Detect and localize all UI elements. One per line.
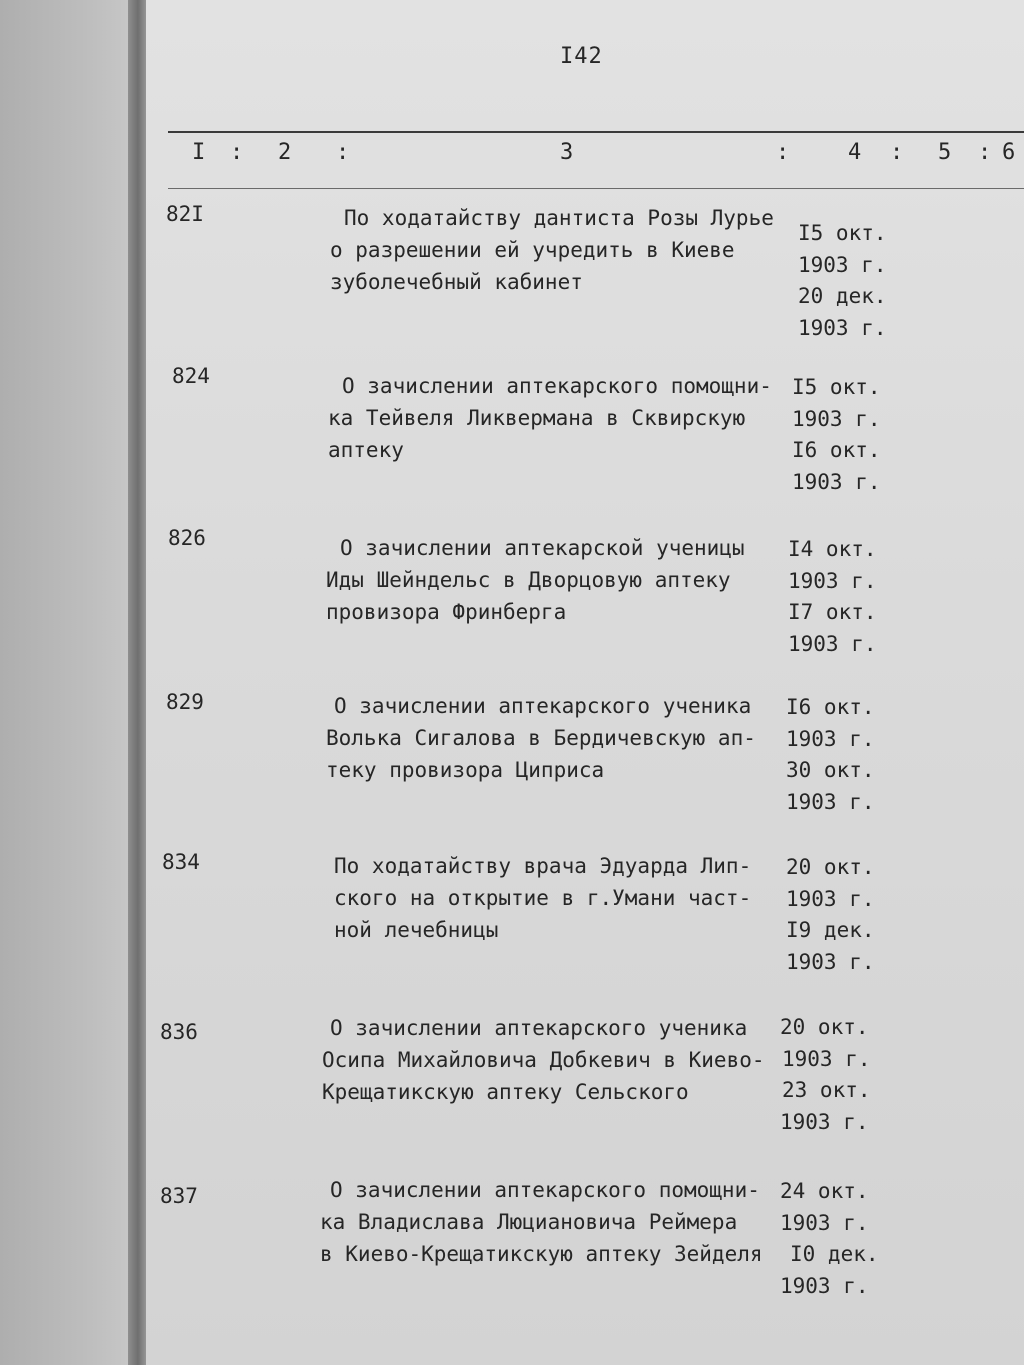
entry-line: О зачислении аптекарского помощни- <box>342 374 772 398</box>
date-start: 24 окт. <box>780 1179 869 1203</box>
column-header-1: I <box>192 140 206 165</box>
entry-number: 837 <box>160 1184 198 1208</box>
date-end: 30 окт. <box>786 758 875 782</box>
date-start-year: 1903 г. <box>788 568 877 593</box>
date-start: I4 окт. <box>788 537 877 561</box>
entry-number: 82I <box>166 202 204 226</box>
date-start-year: 1903 г. <box>786 886 875 911</box>
date-end: I0 дек. <box>790 1242 879 1266</box>
entry-dates <box>780 1176 879 1302</box>
column-header-row <box>0 140 1024 180</box>
date-end-year: 1903 г. <box>786 949 875 974</box>
column-header-3: 3 <box>560 140 574 165</box>
entry-line: ского на открытие в г.Умани част- <box>334 886 752 910</box>
entry-description <box>326 690 786 786</box>
date-end-year: 1903 г. <box>788 631 877 656</box>
entry-line: в Киево-Крещатикскую аптеку Зейделя <box>320 1242 763 1266</box>
entry-line: о разрешении ей учредить в Киеве <box>330 238 735 262</box>
date-start: I6 окт. <box>786 695 875 719</box>
entry-line: аптеку <box>328 438 404 462</box>
entry-line: Иды Шейндельс в Дворцовую аптеку <box>326 568 731 592</box>
entry-line: Волька Сигалова в Бердичевскую ап- <box>326 726 756 750</box>
entry-line: ка Тейвеля Ликвермана в Сквирскую <box>328 406 746 430</box>
entry-line: теку провизора Циприса <box>326 758 605 782</box>
entry-description <box>322 1012 782 1108</box>
date-end-year: 1903 г. <box>786 789 875 814</box>
entry-number: 836 <box>160 1020 198 1044</box>
entry-line: О зачислении аптекарского ученика <box>334 694 752 718</box>
entry-line: По ходатайству дантиста Розы Лурье <box>344 206 774 230</box>
entry-dates <box>792 372 881 498</box>
date-end-year: 1903 г. <box>780 1109 869 1134</box>
entry-description <box>328 370 788 466</box>
entry-line: О зачислении аптекарской ученицы <box>340 536 745 560</box>
header-rule-bottom <box>168 188 1024 189</box>
date-start-year: 1903 г. <box>782 1046 871 1071</box>
entry-line: О зачислении аптекарского ученика <box>330 1016 748 1040</box>
header-rule-top <box>168 131 1024 133</box>
entry-line: зуболечебный кабинет <box>330 270 583 294</box>
entry-dates <box>788 534 877 660</box>
entry-number: 826 <box>168 526 206 550</box>
entry-description <box>326 532 786 628</box>
date-end-year: 1903 г. <box>798 315 887 340</box>
date-end: I9 дек. <box>786 918 875 942</box>
left-page-edge <box>0 0 142 1365</box>
entry-number: 834 <box>162 850 200 874</box>
date-end: I6 окт. <box>792 438 881 462</box>
date-start-year: 1903 г. <box>786 726 875 751</box>
date-start: I5 окт. <box>792 375 881 399</box>
entry-line: ка Владислава Люциановича Реймера <box>320 1210 738 1234</box>
date-start-year: 1903 г. <box>780 1210 869 1235</box>
column-separator: : <box>776 140 790 165</box>
entry-description <box>334 850 794 946</box>
entry-line: Крещатикскую аптеку Сельского <box>322 1080 689 1104</box>
column-separator: : <box>978 140 992 165</box>
column-separator: : <box>336 140 350 165</box>
date-end: 20 дек. <box>798 284 887 308</box>
date-start: I5 окт. <box>798 221 887 245</box>
entry-description <box>320 1174 780 1270</box>
column-header-5: 5 <box>938 140 952 165</box>
entry-line: провизора Фринберга <box>326 600 567 624</box>
date-end-year: 1903 г. <box>792 469 881 494</box>
entry-description <box>330 202 790 298</box>
column-header-2: 2 <box>278 140 292 165</box>
entry-line: О зачислении аптекарского помощни- <box>330 1178 760 1202</box>
date-start: 20 окт. <box>786 855 875 879</box>
entry-dates <box>786 692 875 818</box>
entry-number: 829 <box>166 690 204 714</box>
date-start: 20 окт. <box>780 1015 869 1039</box>
column-header-6: 6 <box>1002 140 1016 165</box>
date-end-year: 1903 г. <box>780 1273 869 1298</box>
column-header-4: 4 <box>848 140 862 165</box>
date-end: 23 окт. <box>782 1078 871 1102</box>
date-start-year: 1903 г. <box>798 252 887 277</box>
date-end: I7 окт. <box>788 600 877 624</box>
entry-line: Осипа Михайловича Добкевич в Киево- <box>322 1048 765 1072</box>
entry-dates <box>786 852 875 978</box>
date-start-year: 1903 г. <box>792 406 881 431</box>
entry-line: По ходатайству врача Эдуарда Лип- <box>334 854 752 878</box>
entry-dates <box>780 1012 871 1138</box>
entry-line: ной лечебницы <box>334 918 499 942</box>
column-separator: : <box>890 140 904 165</box>
entry-dates <box>798 218 887 344</box>
entry-number: 824 <box>172 364 210 388</box>
column-separator: : <box>230 140 244 165</box>
page-number: I42 <box>560 44 603 69</box>
